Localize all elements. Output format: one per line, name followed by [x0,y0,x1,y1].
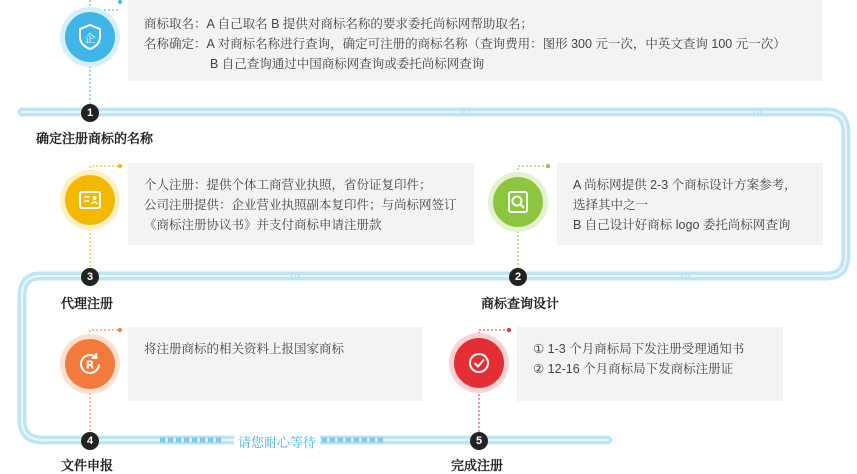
step-1-line-2: 名称确定：A 对商标名称进行查询，确定可注册的商标名称（查询费用：图形 300 元一次，中英文查询 100 元一次） [144,37,786,51]
step-1-badge: 1 [81,104,99,122]
id-card-icon [65,175,115,225]
step-3-line-1: 个人注册：提供个体工商营业执照，省份证复印件； [144,178,432,192]
waiting-text: 请您耐心等待 [234,432,320,451]
step-1-description [128,0,822,81]
step-4-title: 文件申报 [61,458,114,473]
step-2-line-1: A 尚标网提供 2-3 个商标设计方案参考， [573,178,797,192]
step-3-badge: 3 [81,268,99,286]
step-3-line-2: 公司注册提供：企业营业执照副本复印件；与尚标网签订 [144,198,457,212]
svg-text:‹‹‹: ‹‹‹ [290,272,301,282]
step-1-title: 确定注册商标的名称 [36,131,154,146]
step-4-badge: 4 [81,432,99,450]
step-3-title: 代理注册 [61,296,114,311]
step-5-description [517,327,783,401]
enterprise-shield-icon [65,12,115,62]
step-1-line-1: 商标取名：A 自己取名 B 提供对商标名称的要求委托尚标网帮助取名； [144,17,533,31]
step-2-description [557,163,823,245]
svg-text:›››: ››› [460,108,471,118]
step-5-title: 完成注册 [451,458,504,473]
svg-text:›››: ››› [752,108,763,118]
step-2-line-2: 选择其中之一 [573,198,649,212]
svg-text:R: R [85,358,95,372]
checkmark-circle-icon [454,338,504,388]
step-5-badge: 5 [470,432,488,450]
step-3-line-3: 《商标注册协议书》并支付商标申请注册款 [144,218,382,232]
step-4-description [128,327,422,401]
step-4-line-1: 将注册商标的相关资料上报国家商标 [144,342,345,356]
step-2-title: 商标查询设计 [481,296,560,311]
step-3-description [128,163,474,245]
magnifier-search-icon [493,177,543,227]
registered-refresh-icon [65,339,115,389]
svg-text:‹‹‹: ‹‹‹ [680,272,691,282]
step-5-line-1: ① 1-3 个月商标局下发注册受理通知书 [533,342,745,356]
step-2-badge: 2 [509,268,527,286]
step-2-line-3: B 自己设计好商标 logo 委托尚标网查询 [573,218,791,232]
step-1-line-3: B 自己查询通过中国商标网查询或委托尚标网查询 [210,57,485,71]
svg-text:企: 企 [84,32,96,45]
step-5-line-2: ② 12-16 个月商标局下发商标注册证 [533,362,734,376]
